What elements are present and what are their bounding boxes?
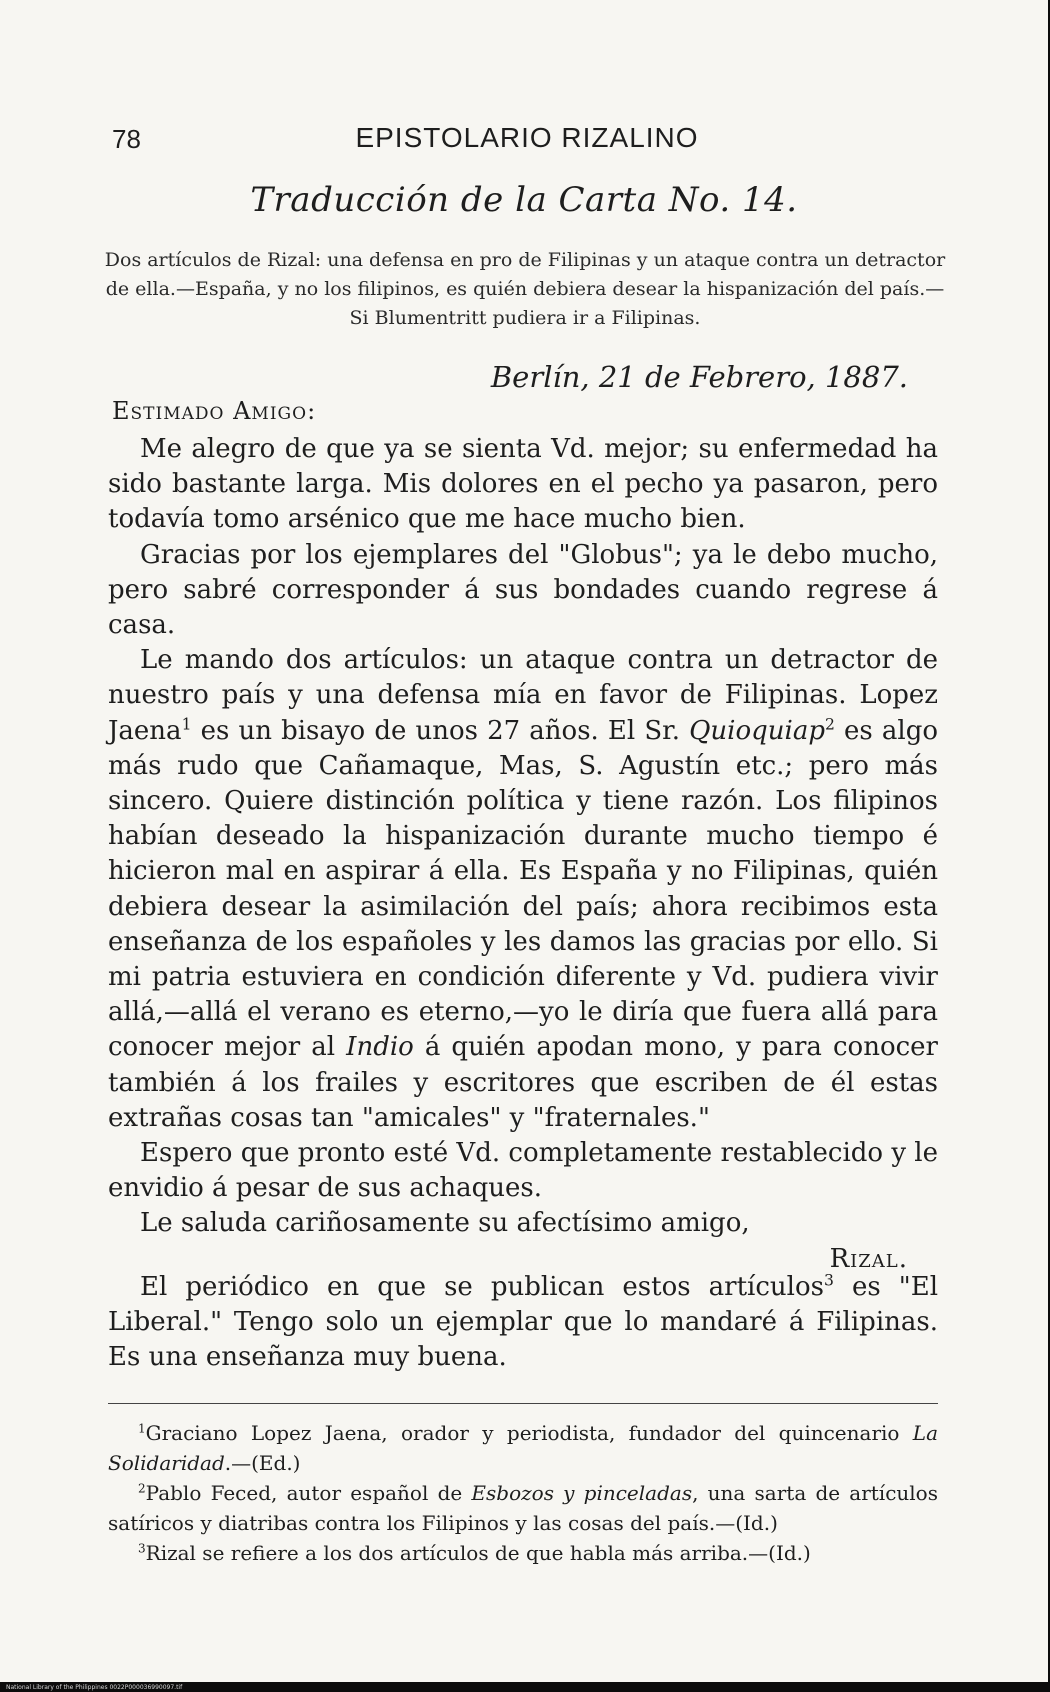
running-header — [112, 122, 942, 162]
signature: Rizal. — [829, 1243, 908, 1274]
page-number: 78 — [112, 124, 141, 154]
postscript-part-a: El periódico en que se publican estos artículos — [140, 1272, 824, 1302]
footnote-2 — [108, 1478, 938, 1538]
running-title: EPISTOLARIO RIZALINO — [355, 122, 699, 153]
indio-word: Indio — [346, 1032, 414, 1063]
footnote-ref-1: 1 — [181, 714, 192, 733]
paragraph-3 — [108, 643, 938, 1136]
paragraph-3-part-b: es un bisayo de unos 27 años. El Sr. — [191, 715, 690, 746]
letter-title: Traducción de la Carta No. 14. — [250, 180, 798, 220]
footnote-3-text: Rizal se refiere a los dos artículos de que habla más arriba.—(Id.) — [145, 1541, 811, 1565]
footnote-2-mark: 2 — [138, 1481, 146, 1496]
footnote-1-citation: .—(Ed.) — [224, 1451, 301, 1475]
footnote-ref-3: 3 — [823, 1271, 834, 1290]
paragraph-3-part-a: Le mando dos artículos: un ataque contra un detractor de nuestro país y una defensa mía en favor de Filipinas. Lopez Jaena — [108, 645, 938, 746]
postscript-paragraph — [108, 1270, 938, 1376]
salutation: Estimado Amigo: — [112, 397, 317, 425]
paragraph-1: Me alegro de que ya se sienta Vd. mejor; su enfermedad ha sido bastante larga. Mis dolores en el pecho ya pasaron, pero todavía tomo arsénico que me hace mucho bien. — [108, 434, 938, 535]
footnote-ref-2: 2 — [825, 714, 835, 733]
footnote-1-mark: 1 — [138, 1421, 146, 1436]
footnote-2-rest: , una sarta de artículos satíricos y diatribas contra los Filipinos y las cosas del país.—(Id.) — [108, 1481, 938, 1535]
footnote-1-text: Graciano Lopez Jaena, orador y periodista, fundador del quincenario — [145, 1421, 913, 1445]
paragraph-4: Espero que pronto esté Vd. completamente restablecido y le envidio á pesar de sus achaques. — [108, 1138, 938, 1204]
paragraph-3-part-d: á quién apodan mono, y para conocer también á los frailes y escritores que escriben de él estas extrañas cosas tan "amicales" y "fraternales." — [108, 1032, 938, 1133]
dateline: Berlín, 21 de Febrero, 1887. — [490, 360, 908, 394]
postscript-part-b: es "El Liberal." Tengo solo un ejemplar que lo mandaré á Filipinas. Es una enseñanza muy buena. — [108, 1272, 939, 1373]
paragraph-2: Gracias por los ejemplares del "Globus"; ya le debo mucho, pero sabré corresponder á sus bondades cuando regrese á casa. — [108, 539, 938, 641]
footnote-3 — [108, 1538, 938, 1568]
quioquiap-name: Quioquiap — [689, 715, 825, 746]
footnote-rule — [108, 1403, 938, 1404]
scan-footer-strip: National Library of the Philippines 0022P000036990097.tif — [6, 1684, 183, 1691]
postscript — [108, 1270, 938, 1376]
footnotes — [108, 1418, 938, 1568]
footnote-3-mark: 3 — [138, 1541, 146, 1556]
footnote-1-publication: La Solidaridad — [108, 1421, 938, 1475]
closing-line: Le saluda cariñosamente su afectísimo amigo, — [140, 1208, 750, 1239]
footnote-2-text: Pablo Feced, autor español de — [145, 1481, 472, 1505]
letter-summary: Dos artículos de Rizal: una defensa en pro de Filipinas y un ataque contra un detractor de ella.—España, y no los filipinos, es quién debiera desear la hispanización del país.—Si Blumentritt pudiera ir a Filipinas. — [104, 249, 946, 329]
footnote-1 — [108, 1418, 938, 1478]
footnote-2-work: Esbozos y pinceladas — [471, 1481, 693, 1505]
paragraph-3-part-c: es algo más rudo que Cañamaque, Mas, S. Agustín etc.; pero más sincero. Quiere distinción política y tiene razón. Los filipinos habían deseado la hispanización durante mucho tiempo é hicieron mal en aspirar á ella. Es España y no Filipinas, quién debiera desear la asimilación del país; ahora recibimos esta enseñanza de los españoles y les damos las gracias por ello. Si mi patria estuviera en condición diferente y Vd. pudiera vivir allá,—allá el verano es eterno,—yo le diría que fuera allá para conocer mejor al — [108, 715, 939, 1063]
letter-body — [108, 432, 938, 1277]
